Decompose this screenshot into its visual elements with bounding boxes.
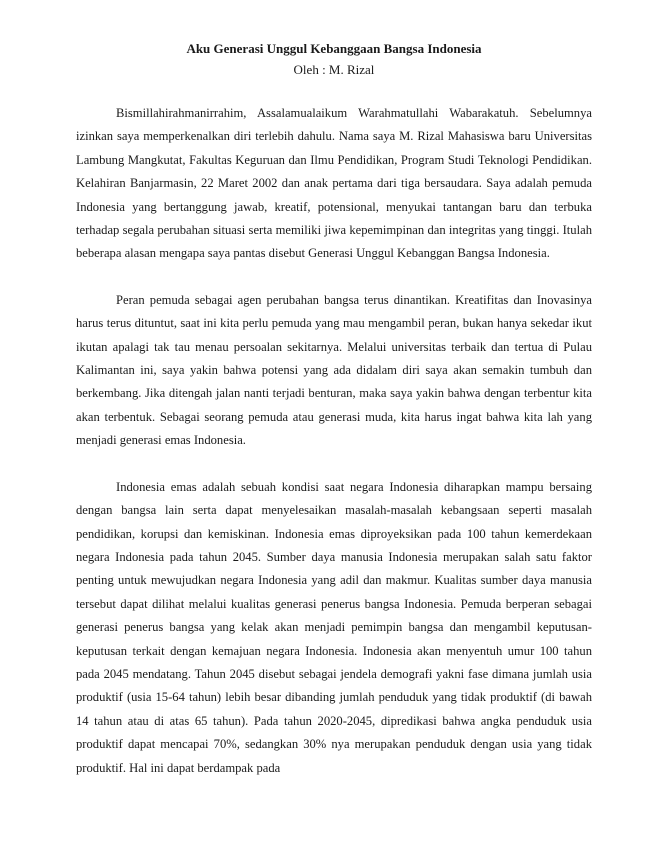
paragraph-youth-role: Peran pemuda sebagai agen perubahan bangsa terus dinantikan. Kreatifitas dan Inovasinya harus terus dituntut, saat ini kita perlu pemuda yang mau mengambil peran, bukan hanya sekedar ikut ikutan apalagi tak tau menau persoalan sekitarnya. Melalui universitas terbaik dan tertua di Pulau Kalimantan ini, saya yakin bahwa potensi yang ada didalam diri saya akan semakin tumbuh dan berkembang. Jika ditengah jalan nanti terjadi benturan, maka saya yakin bahwa dengan terbentur kita akan terbentuk. Sebagai seorang pemuda atau generasi muda, kita harus ingat bahwa kita lah yang menjadi generasi emas Indonesia. [76, 292, 592, 448]
document-page [76, 38, 592, 803]
document-title: Aku Generasi Unggul Kebanggaan Bangsa Indonesia [186, 41, 482, 56]
paragraph-golden-indonesia: Indonesia emas adalah sebuah kondisi saat negara Indonesia diharapkan mampu bersaing dengan bangsa lain serta dapat menyelesaikan masalah-masalah kebangsaan seperti masalah pendidikan, korupsi dan kemiskinan. Indonesia emas diproyeksikan pada 100 tahun kemerdekaan negara Indonesia pada tahun 2045. Sumber daya manusia Indonesia merupakan salah satu faktor penting untuk mewujudkan negara Indonesia yang adil dan makmur. Kualitas sumber daya manusia tersebut dapat dilihat melalui kualitas generasi penerus bangsa Indonesia. Pemuda berperan sebagai generasi penerus bangsa yang kelak akan menjadi pemimpin bangsa dan mengambil keputusan-keputusan terkait dengan kemajuan negara Indonesia. Indonesia akan menyentuh umur 100 tahun pada 2045 mendatang. Tahun 2045 disebut sebagai jendela demografi yakni fase dimana jumlah usia produktif (usia 15-64 tahun) lebih besar dibanding jumlah penduduk yang tidak produktif (di bawah 14 tahun atau di atas 65 tahun). Pada tahun 2020-2045, dipredikasi bahwa angka penduduk usia produktif dapat mencapai 70%, sedangkan 30% nya merupakan penduduk dengan usia yang tidak produktif. Hal ini dapat berdampak pada [76, 479, 592, 775]
document-author: Oleh : M. Rizal [293, 62, 375, 77]
paragraph-introduction: Bismillahirahmanirrahim, Assalamualaikum Warahmatullahi Wabarakatuh. Sebelumnya izinkan saya memperkenalkan diri terlebih dahulu. Nama saya M. Rizal Mahasiswa baru Universitas Lambung Mangkutat, Fakultas Keguruan dan Ilmu Pendidikan, Program Studi Teknologi Pendidikan. Kelahiran Banjarmasin, 22 Maret 2002 dan anak pertama dari tiga bersaudara. Saya adalah pemuda Indonesia yang bertanggung jawab, kreatif, potensional, menyukai tantangan baru dan terbuka terhadap segala perubahan situasi serta memiliki jiwa kepemimpinan dan integritas yang tinggi. Itulah beberapa alasan mengapa saya pantas disebut Generasi Unggul Kebanggan Bangsa Indonesia. [76, 106, 592, 261]
